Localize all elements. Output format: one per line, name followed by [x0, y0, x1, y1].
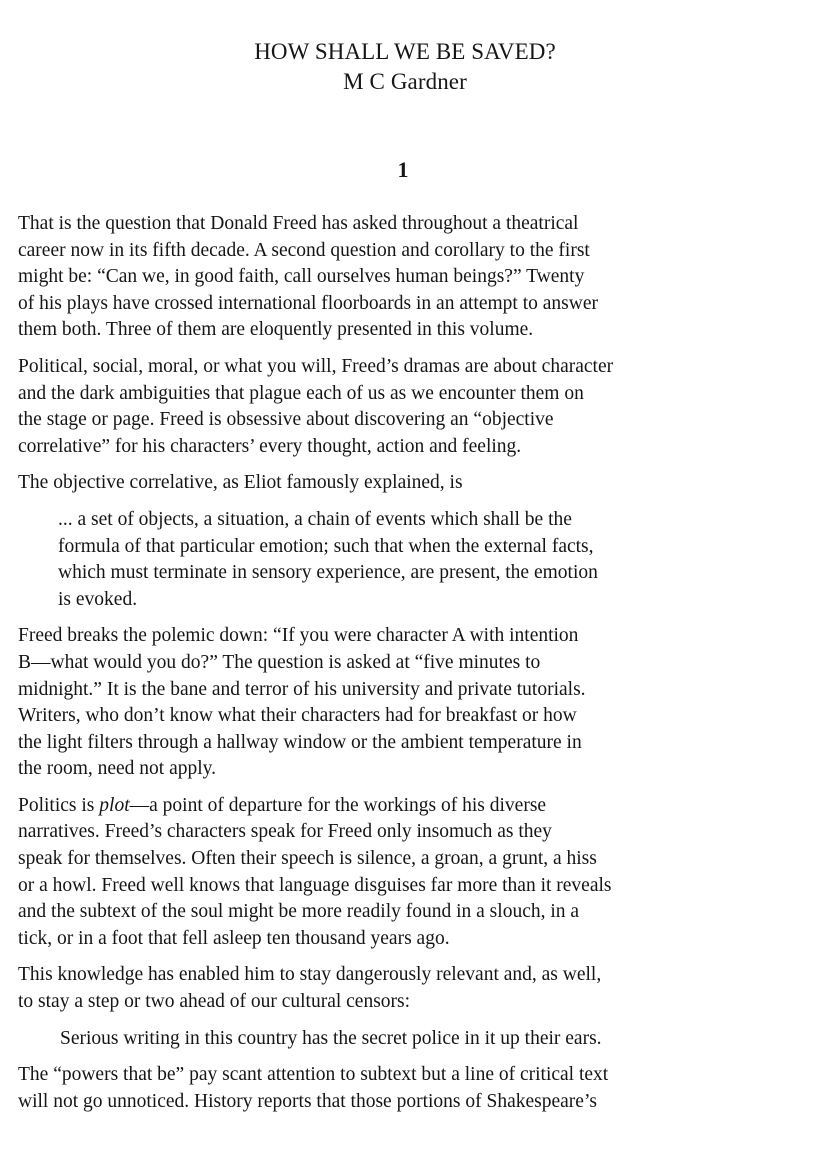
paragraph-line: career now in its fifth decade. A second question and corollary to the first	[18, 239, 590, 261]
paragraph-line: narratives. Freed’s characters speak for Freed only insomuch as they	[18, 821, 552, 843]
paragraph-politics	[18, 793, 790, 953]
paragraph-line: B—what would you do?” The question is asked at “five minutes to	[18, 651, 541, 673]
eliot-quote	[58, 507, 790, 613]
paragraph-text-segment: Politics is	[18, 794, 100, 816]
secret-police-quote	[60, 1026, 790, 1053]
paragraph-line: That is the question that Donald Freed has asked throughout a theatrical	[18, 213, 579, 234]
paragraph-line: them both. Three of them are eloquently presented in this volume.	[18, 319, 534, 341]
paragraph-line: and the subtext of the soul might be more readily found in a slouch, in a	[18, 901, 580, 923]
author-name: M C Gardner	[343, 69, 467, 94]
paragraph-line: Political, social, moral, or what you will, Freed’s dramas are about character	[18, 355, 614, 377]
paragraph-intro	[18, 211, 790, 344]
quote-line: is evoked.	[58, 588, 138, 610]
paragraph-line: correlative” for his characters’ every thought, action and feeling.	[18, 435, 522, 457]
paragraph-line	[18, 793, 790, 820]
paragraph-correlative	[18, 470, 790, 497]
paragraph-line: or a howl. Freed well knows that language disguises far more than it reveals	[18, 874, 612, 896]
paragraph-line: will not go unnoticed. History reports that those portions of Shakespeare’s	[18, 1090, 597, 1112]
paragraph-line: the light filters through a hallway window or the ambient temperature in	[18, 731, 582, 753]
paragraph-line: tick, or in a foot that fell asleep ten thousand years ago.	[18, 927, 450, 949]
italic-word-plot: plot	[99, 794, 130, 816]
quote-line: Serious writing in this country has the secret police in it up their ears.	[60, 1027, 602, 1049]
paragraph-line: This knowledge has enabled him to stay dangerously relevant and, as well,	[18, 964, 602, 986]
paragraph-line: to stay a step or two ahead of our cultural censors:	[18, 991, 411, 1013]
body-text	[18, 211, 790, 1125]
paragraph-text-segment: —a point of departure for the workings of his diverse	[129, 794, 547, 816]
paragraph-character	[18, 354, 790, 460]
paragraph-line: The “powers that be” pay scant attention to subtext but a line of critical text	[18, 1064, 609, 1086]
quote-line: ... a set of objects, a situation, a chain of events which shall be the	[58, 508, 572, 530]
paragraph-powers	[18, 1062, 790, 1115]
section-number: 1	[397, 157, 409, 182]
paragraph-line: speak for themselves. Often their speech is silence, a groan, a grunt, a hiss	[18, 848, 597, 870]
paragraph-polemic	[18, 623, 790, 783]
quote-line: which must terminate in sensory experience, are present, the emotion	[58, 562, 598, 584]
paragraph-line: might be: “Can we, in good faith, call ourselves human beings?” Twenty	[18, 266, 585, 288]
paragraph-line: Freed breaks the polemic down: “If you were character A with intention	[18, 625, 579, 647]
paragraph-line: midnight.” It is the bane and terror of his university and private tutorials.	[18, 678, 586, 700]
paragraph-line: and the dark ambiguities that plague each of us as we encounter them on	[18, 382, 584, 404]
paragraph-line: the stage or page. Freed is obsessive about discovering an “objective	[18, 409, 554, 431]
quote-line: formula of that particular emotion; such that when the external facts,	[58, 535, 594, 557]
paragraph-line: The objective correlative, as Eliot famously explained, is	[18, 472, 463, 494]
paragraph-line: Writers, who don’t know what their characters had for breakfast or how	[18, 705, 577, 727]
paragraph-line: the room, need not apply.	[18, 758, 217, 780]
document-title: HOW SHALL WE BE SAVED?	[254, 39, 556, 64]
paragraph-line: of his plays have crossed international floorboards in an attempt to answer	[18, 292, 598, 314]
paragraph-knowledge	[18, 962, 790, 1015]
